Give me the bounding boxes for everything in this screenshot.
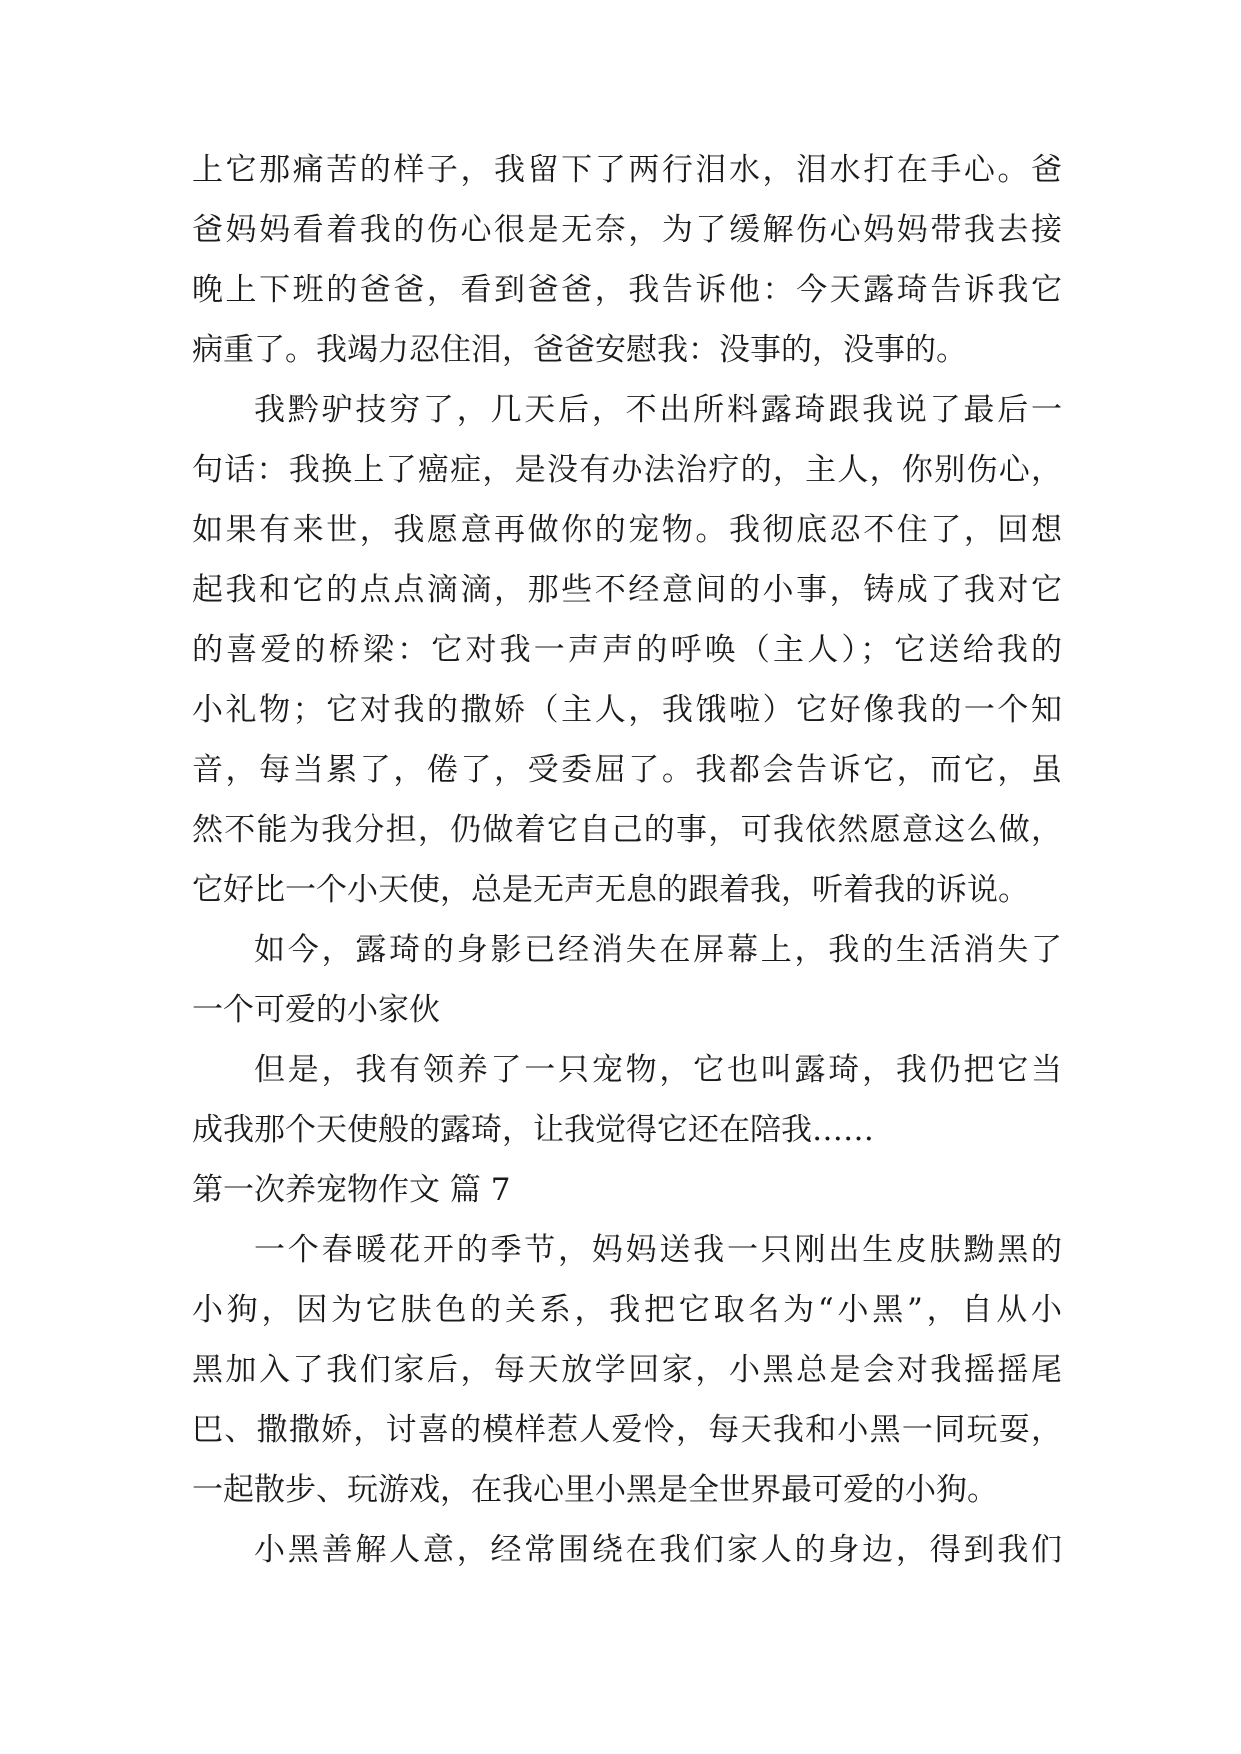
text-line: 一个可爱的小家伙 — [192, 992, 440, 1028]
text-line: 病重了。我竭力忍住泪，爸爸安慰我：没事的，没事的。 — [192, 332, 967, 368]
text-line: 音，每当累了，倦了，受委屈了。我都会告诉它，而它，虽 — [192, 752, 1062, 788]
text-line: 爸妈妈看着我的伤心很是无奈，为了缓解伤心妈妈带我去接 — [192, 212, 1062, 248]
text-line: 黑加入了我们家后，每天放学回家，小黑总是会对我摇摇尾 — [192, 1352, 1062, 1388]
paragraph-first-line: 但是，我有领养了一只宠物，它也叫露琦，我仍把它当 — [254, 1052, 1062, 1088]
text-line: 然不能为我分担，仍做着它自己的事，可我依然愿意这么做， — [192, 812, 1062, 848]
text-line: 成我那个天使般的露琦，让我觉得它还在陪我…… — [192, 1112, 874, 1148]
text-line: 如果有来世，我愿意再做你的宠物。我彻底忍不住了，回想 — [192, 512, 1062, 548]
text-line: 句话：我换上了癌症，是没有办法治疗的，主人，你别伤心， — [192, 452, 1062, 488]
paragraph-first-line: 我黔驴技穷了，几天后，不出所料露琦跟我说了最后一 — [254, 392, 1062, 428]
text-line: 小礼物；它对我的撒娇（主人，我饿啦）它好像我的一个知 — [192, 692, 1062, 728]
paragraph-first-line: 小黑善解人意，经常围绕在我们家人的身边，得到我们 — [254, 1532, 1062, 1568]
text-line: 起我和它的点点滴滴，那些不经意间的小事，铸成了我对它 — [192, 572, 1062, 608]
text-line: 小狗，因为它肤色的关系，我把它取名为“小黑”，自从小 — [192, 1292, 1062, 1328]
text-line: 上它那痛苦的样子，我留下了两行泪水，泪水打在手心。爸 — [192, 152, 1062, 188]
paragraph-first-line: 如今，露琦的身影已经消失在屏幕上，我的生活消失了 — [254, 932, 1062, 968]
text-line: 巴、撒撒娇，讨喜的模样惹人爱怜，每天我和小黑一同玩耍， — [192, 1412, 1062, 1448]
text-line: 一起散步、玩游戏，在我心里小黑是全世界最可爱的小狗。 — [192, 1472, 998, 1508]
paragraph-first-line: 一个春暖花开的季节，妈妈送我一只刚出生皮肤黝黑的 — [254, 1232, 1062, 1268]
text-line: 它好比一个小天使，总是无声无息的跟着我，听着我的诉说。 — [192, 872, 1029, 908]
text-line: 的喜爱的桥梁：它对我一声声的呼唤（主人）；它送给我的 — [192, 632, 1062, 668]
text-line: 晚上下班的爸爸，看到爸爸，我告诉他：今天露琦告诉我它 — [192, 272, 1062, 308]
section-heading: 第一次养宠物作文 篇 7 — [192, 1172, 511, 1208]
